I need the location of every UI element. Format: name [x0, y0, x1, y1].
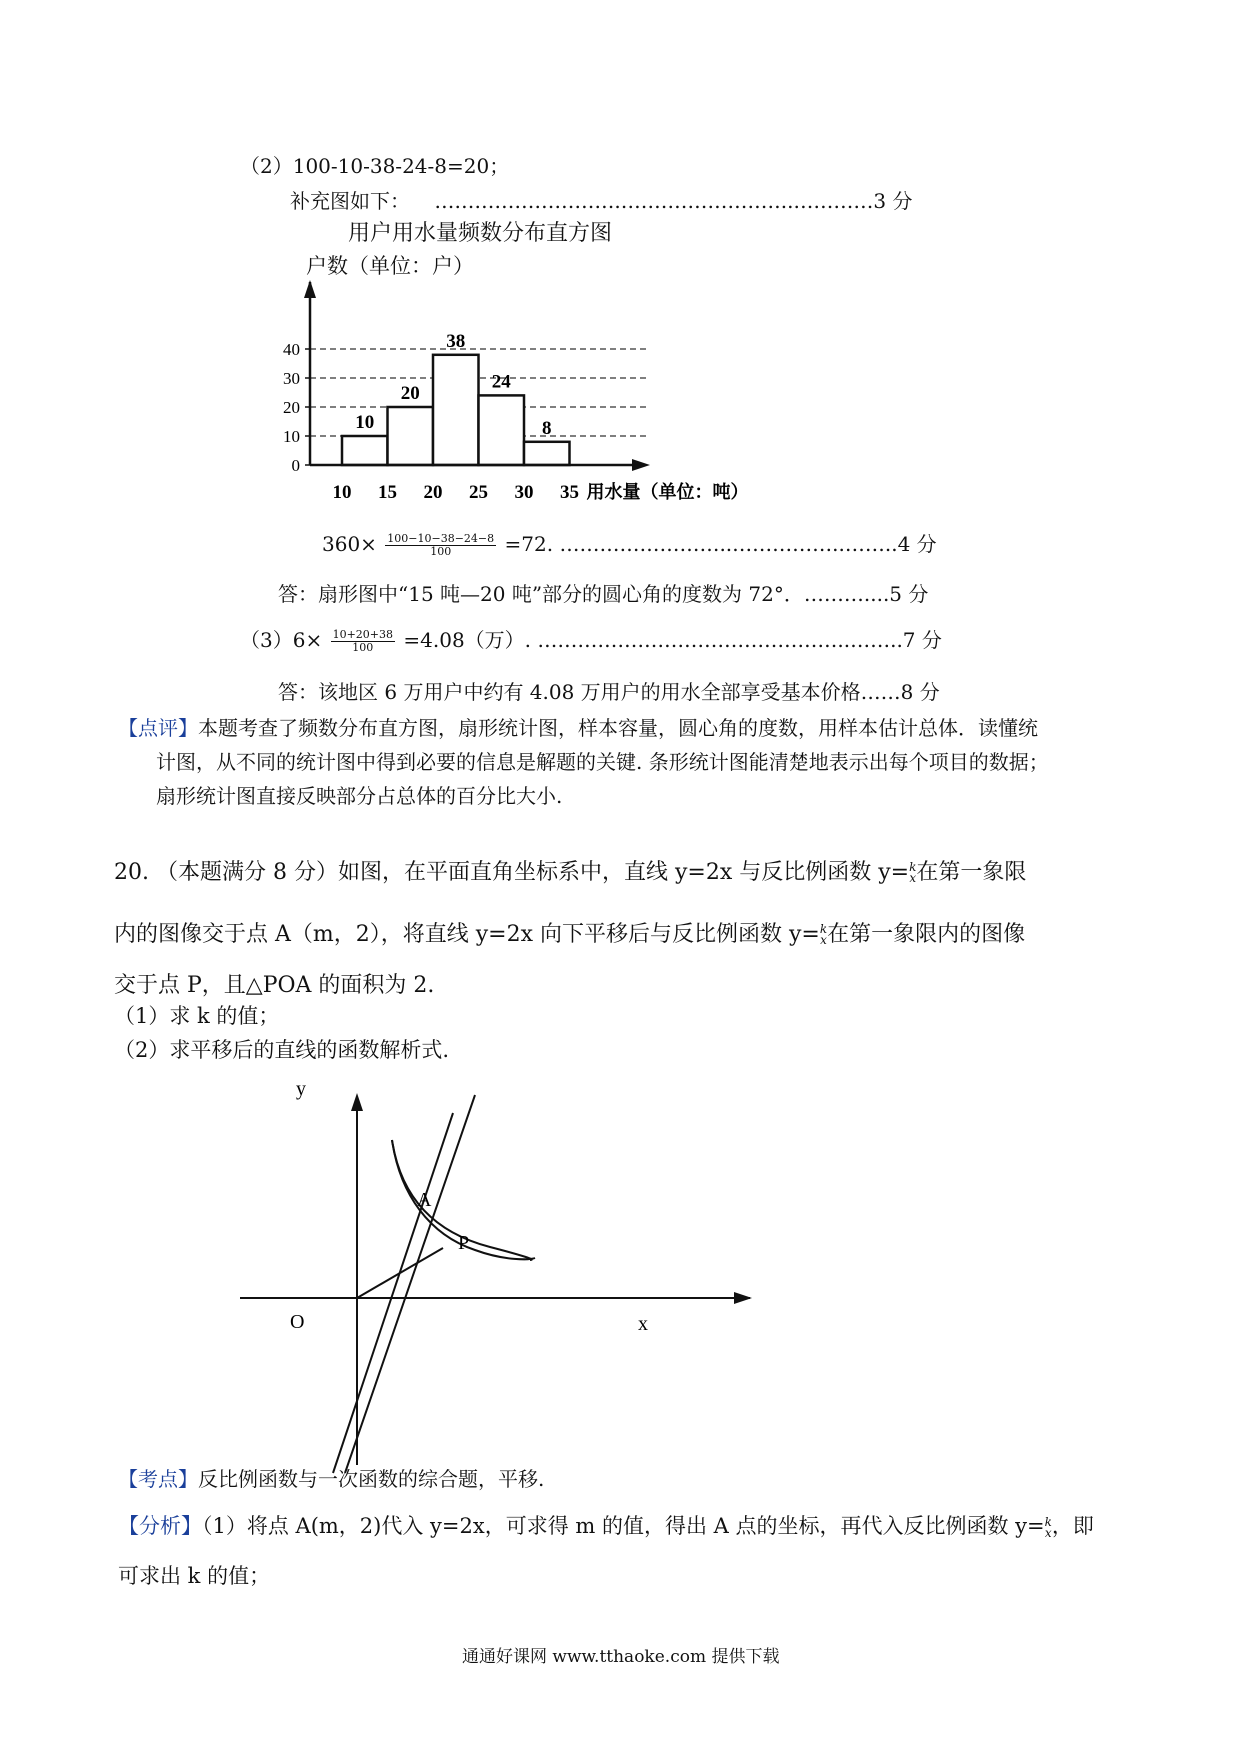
review-line1 [118, 712, 1038, 741]
frac-k: k [819, 922, 828, 936]
frac-k-over-x [1044, 1514, 1052, 1540]
frac-x: x [909, 871, 917, 885]
y-axis-label: 户数（单位：户） [306, 254, 474, 278]
point-a-label: A [417, 1189, 432, 1211]
analysis-tag: 【分析】 [118, 1514, 202, 1538]
calc3-fraction [331, 629, 395, 654]
keypoint-tag: 【考点】 [118, 1467, 198, 1491]
calc3-numerator: 10+20+38 [332, 628, 394, 641]
analysis-text1a: （1）将点 A(m，2)代入 y=2x，可求得 m 的值，得出 A 点的坐标，再代入反比例函数 y= [202, 1514, 1045, 1538]
x-tick-label-20: 20 [423, 482, 443, 503]
hist-y-axis-arrow [304, 280, 316, 298]
calc3-suffix: =4.08（万）. ………………………………………..……..7 分 [403, 628, 942, 652]
review-line3: 扇形统计图直接反映部分占总体的百分比大小. [156, 784, 563, 808]
review-line2: 计图，从不同的统计图中得到必要的信息是解题的关键. 条形统计图能清楚地表示出每个项目的数据； [156, 750, 1049, 774]
x-axis-label: 用水量（单位：吨） [586, 482, 749, 502]
histogram-bar-15-20 [388, 407, 434, 465]
x-tick-label-35: 35 [560, 482, 579, 503]
part2-line1: （2）100-10-38-24-8=20； [240, 154, 510, 178]
hist-x-axis-arrow [632, 459, 650, 471]
q20-sub2: （2）求平移后的直线的函数解析式. [114, 1038, 450, 1062]
review-text1: 本题考查了频数分布直方图，扇形统计图，样本容量，圆心角的度数，用样本估计总体．读懂统 [198, 716, 1038, 740]
histogram-chart [258, 280, 749, 510]
y-tick-label-10: 10 [283, 427, 300, 446]
line-shifted [345, 1095, 475, 1473]
calc1-denominator: 100 [430, 545, 452, 558]
bar-data-label-8: 8 [542, 417, 552, 439]
x-axis-arrow [734, 1292, 752, 1304]
analysis-line2: 可求出 k 的值； [118, 1564, 271, 1588]
frac-x: x [820, 933, 827, 947]
supplement-label: 补充图如下： [290, 189, 410, 213]
keypoint-line [118, 1463, 544, 1492]
q20-line1 [114, 855, 1026, 886]
y-tick-label-20: 20 [283, 398, 300, 417]
y-label: y [296, 1078, 306, 1100]
line-y-2x [333, 1113, 453, 1473]
histogram-bar-20-25 [433, 355, 479, 465]
bar-data-label-20: 20 [400, 383, 420, 404]
x-label: x [638, 1313, 648, 1335]
page-footer: 通通好课网 www.tthaoke.com 提供下载 [462, 1647, 780, 1667]
q20-line1b: 在第一象限 [916, 860, 1027, 885]
chart-title: 用户用水量频数分布直方图 [348, 221, 613, 246]
calc3-denominator: 100 [352, 641, 374, 654]
y-tick-label-40: 40 [283, 340, 300, 359]
frac-x: x [1044, 1525, 1052, 1540]
y-tick-label-30: 30 [283, 369, 300, 388]
q20-line2a: 内的图像交于点 A（m，2），将直线 y=2x 向下平移后与反比例函数 y= [114, 922, 820, 947]
coordinate-figure [230, 1078, 770, 1485]
answer3: 答：该地区 6 万用户中约有 4.08 万用户的用水全部享受基本价格……8 分 [278, 680, 940, 704]
bar-data-label-10: 10 [355, 412, 375, 433]
histogram-bar-25-30 [479, 395, 525, 465]
part2-line2 [290, 185, 913, 214]
point-p-label: P [458, 1232, 470, 1254]
q20-line2b: 在第一象限内的图像 [827, 922, 1026, 947]
q20-line2 [114, 917, 1025, 948]
calc3-line [240, 624, 942, 654]
q20-line3: 交于点 P，且△POA 的面积为 2. [114, 973, 435, 998]
supplement-dots: ……………………….……………………..…………3 分 [434, 189, 913, 213]
y-axis-arrow [351, 1093, 363, 1111]
bar-data-label-24: 24 [491, 371, 511, 393]
q20-sub1: （1）求 k 的值； [114, 1004, 280, 1028]
x-tick-label-15: 15 [378, 482, 397, 503]
segment-OP [357, 1248, 443, 1298]
histogram-bar-10-15 [342, 436, 388, 465]
calc1-suffix: =72. ……………………..……………..……..4 分 [504, 532, 937, 556]
histogram-bar-30-35 [524, 442, 570, 465]
answer1: 答：扇形图中“15 吨—20 吨”部分的圆心角的度数为 72°．………....5 分 [278, 582, 929, 606]
q20-line1a: 20. （本题满分 8 分）如图，在平面直角坐标系中，直线 y=2x 与反比例函数 y= [114, 860, 910, 885]
calc1-prefix: 360× [322, 532, 377, 556]
frac-k: k [1044, 1514, 1052, 1529]
calc1-numerator: 100−10−38−24−8 [387, 532, 495, 545]
analysis-line1 [118, 1510, 1094, 1540]
calc1-fraction [385, 533, 496, 558]
y-tick-label-0: 0 [291, 456, 300, 475]
analysis-text1b: ，即 [1051, 1514, 1094, 1538]
x-tick-label-25: 25 [469, 482, 488, 503]
calc3-prefix: （3）6× [240, 628, 323, 652]
calc1-line [322, 528, 937, 558]
x-tick-label-30: 30 [514, 482, 534, 503]
review-tag: 【点评】 [118, 716, 198, 740]
frac-k: k [909, 860, 917, 874]
keypoint-text: 反比例函数与一次函数的综合题，平移. [198, 1467, 545, 1491]
origin-label: O [290, 1311, 305, 1333]
bar-data-label-38: 38 [446, 330, 466, 352]
x-tick-label-10: 10 [332, 482, 352, 503]
